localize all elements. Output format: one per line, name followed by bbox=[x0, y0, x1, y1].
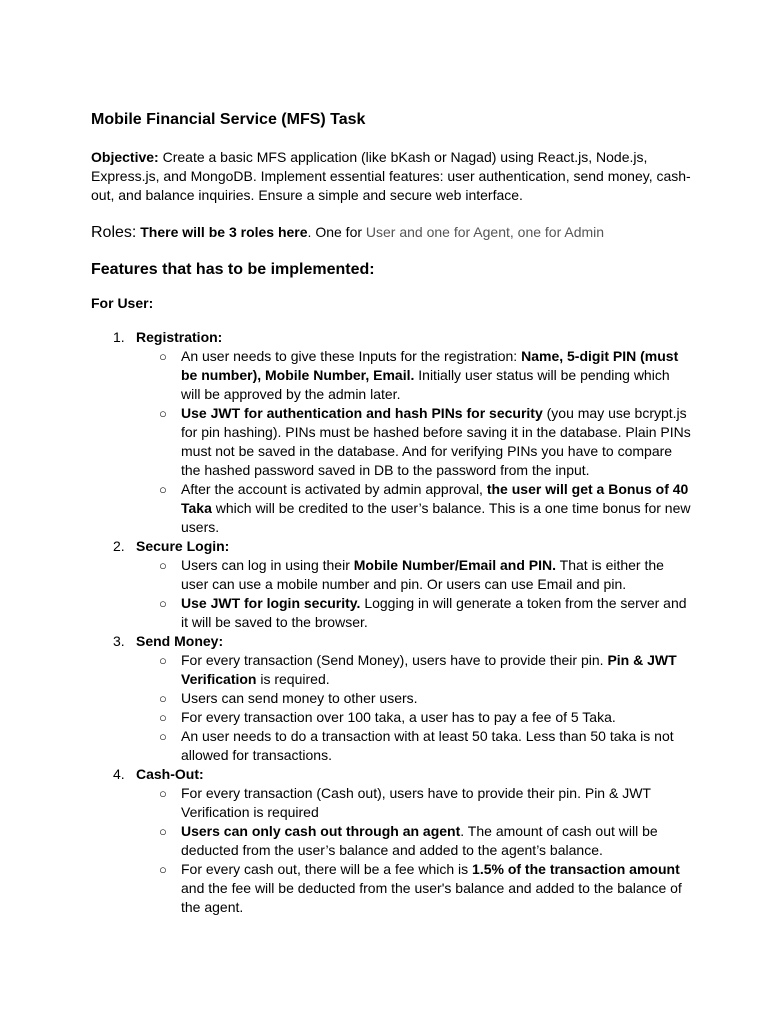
sub-bold: Users can only cash out through an agent bbox=[181, 823, 461, 839]
sub-item bbox=[136, 480, 691, 537]
roles-paragraph bbox=[91, 221, 691, 244]
sub-bold: Use JWT for authentication and hash PINs for security bbox=[181, 405, 543, 421]
bullet-icon: ○ bbox=[159, 406, 167, 421]
sub-text: Users can send money to other users. bbox=[181, 690, 418, 706]
sub-bold: the user will get a Bonus of 40 Taka bbox=[181, 481, 689, 516]
document-title: Mobile Financial Service (MFS) Task bbox=[91, 111, 366, 128]
bullet-icon: ○ bbox=[159, 824, 167, 839]
sub-bold: Pin & JWT Verification bbox=[181, 652, 677, 687]
objective-text: Create a basic MFS application (like bKash or Nagad) using React.js, Node.js, Express.js, and MongoDB. Implement essential features: user authentication, send money, cash-out, and balance inquiries. Ensure a simple and secure web interface. bbox=[91, 149, 691, 203]
sub-bold: Use JWT for login security. bbox=[181, 595, 361, 611]
bullet-icon: ○ bbox=[159, 710, 167, 725]
sub-text: Initially user status will be pending which will be approved by the admin later. bbox=[181, 367, 670, 402]
sub-bold: Mobile Number/Email and PIN. bbox=[353, 557, 557, 573]
sub-text: For every transaction (Cash out), users have to provide their pin. Pin & JWT Verification is required bbox=[181, 785, 651, 820]
bullet-icon: ○ bbox=[159, 349, 167, 364]
feature-list bbox=[91, 328, 691, 917]
sub-item bbox=[136, 651, 691, 689]
bullet-icon: ○ bbox=[159, 596, 167, 611]
sub-list bbox=[136, 784, 691, 917]
bullet-icon: ○ bbox=[159, 482, 167, 497]
sub-item bbox=[136, 860, 691, 917]
sub-text: Users can log in using their bbox=[181, 557, 354, 573]
sub-bold: 1.5% of the transaction amount bbox=[472, 861, 680, 877]
sub-item bbox=[136, 594, 691, 632]
feature-item-cash-out bbox=[91, 765, 691, 917]
item-number: 3. bbox=[113, 633, 125, 649]
sub-text: An user needs to give these Inputs for the registration: bbox=[181, 348, 522, 364]
roles-bold: There will be 3 roles here bbox=[140, 224, 308, 240]
document-page bbox=[91, 108, 691, 917]
sub-text: An user needs to do a transaction with at least 50 taka. Less than 50 taka is not allowed for transactions. bbox=[181, 728, 674, 763]
sub-item bbox=[136, 689, 691, 708]
item-number: 1. bbox=[113, 329, 125, 345]
sub-list bbox=[136, 347, 691, 537]
sub-text: Logging in will generate a token from the server and it will be saved to the browser. bbox=[181, 595, 687, 630]
sub-item bbox=[136, 556, 691, 594]
sub-list bbox=[136, 556, 691, 632]
item-number: 2. bbox=[113, 538, 125, 554]
sub-text: That is either the user can use a mobile number and pin. Or users can use Email and pin. bbox=[181, 557, 664, 592]
bullet-icon: ○ bbox=[159, 558, 167, 573]
sub-item bbox=[136, 784, 691, 822]
sub-item bbox=[136, 727, 691, 765]
feature-item-registration bbox=[91, 328, 691, 537]
sub-text: After the account is activated by admin approval, bbox=[181, 481, 487, 497]
for-user-heading: For User: bbox=[91, 295, 154, 311]
objective-paragraph bbox=[91, 148, 691, 205]
item-title: Send Money: bbox=[136, 633, 224, 649]
roles-grey: User and one for Agent, one for Admin bbox=[365, 224, 605, 240]
sub-item bbox=[136, 404, 691, 480]
sub-text: and the fee will be deducted from the user's balance and added to the balance of the agent. bbox=[181, 880, 682, 915]
item-title: Registration: bbox=[136, 329, 223, 345]
bullet-icon: ○ bbox=[159, 786, 167, 801]
bullet-icon: ○ bbox=[159, 862, 167, 877]
feature-item-secure-login bbox=[91, 537, 691, 632]
roles-mid: . One for bbox=[307, 224, 366, 240]
sub-list bbox=[136, 651, 691, 765]
sub-text: For every transaction (Send Money), users have to provide their pin. bbox=[181, 652, 608, 668]
item-title: Secure Login: bbox=[136, 538, 230, 554]
features-heading: Features that has to be implemented: bbox=[91, 261, 375, 278]
sub-text: For every transaction over 100 taka, a user has to pay a fee of 5 Taka. bbox=[181, 709, 616, 725]
sub-item bbox=[136, 347, 691, 404]
item-title: Cash-Out: bbox=[136, 766, 204, 782]
sub-text: (you may use bcrypt.js for pin hashing). PINs must be hashed before saving it in the database. Plain PINs must not be saved in the database. And for verifying PINs you have to compare the hashed password saved in DB to the password from the input. bbox=[181, 405, 691, 478]
sub-item bbox=[136, 822, 691, 860]
sub-text: . The amount of cash out will be deducted from the user’s balance and added to the agent’s balance. bbox=[181, 823, 658, 858]
roles-label: Roles: bbox=[91, 224, 137, 241]
sub-text: which will be credited to the user’s balance. This is a one time bonus for new users. bbox=[181, 500, 691, 535]
feature-item-send-money bbox=[91, 632, 691, 765]
objective-label: Objective: bbox=[91, 149, 159, 165]
sub-text: is required. bbox=[256, 671, 330, 687]
sub-text: For every cash out, there will be a fee which is bbox=[181, 861, 473, 877]
bullet-icon: ○ bbox=[159, 729, 167, 744]
sub-bold: Name, 5-digit PIN (must be number), Mobile Number, Email. bbox=[181, 348, 679, 383]
item-number: 4. bbox=[113, 766, 125, 782]
bullet-icon: ○ bbox=[159, 653, 167, 668]
bullet-icon: ○ bbox=[159, 691, 167, 706]
sub-item bbox=[136, 708, 691, 727]
